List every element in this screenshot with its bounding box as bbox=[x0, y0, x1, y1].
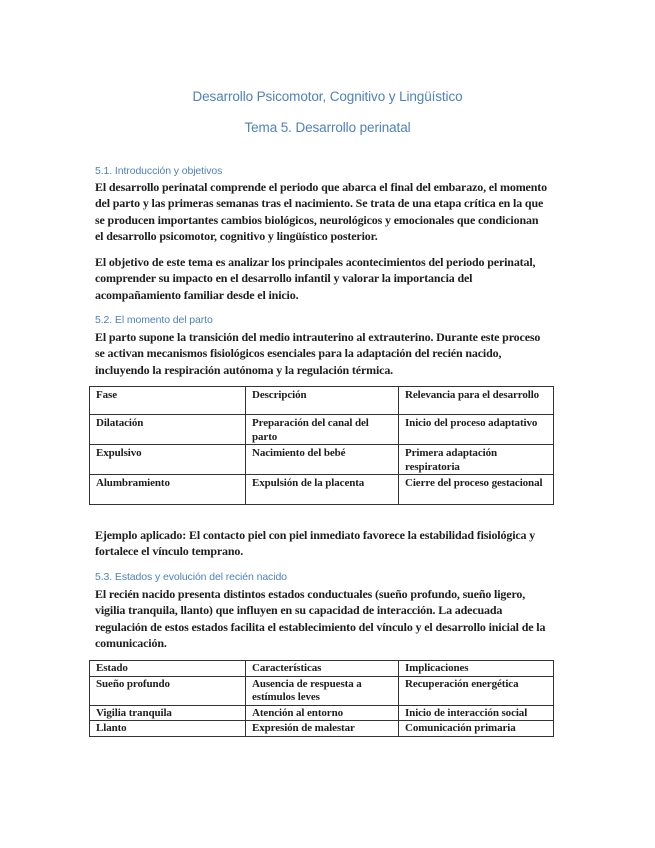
applied-example-paragraph bbox=[95, 527, 565, 560]
table-cell: Inicio de interacción social bbox=[399, 705, 554, 721]
table-cell: Primera adaptación respiratoria bbox=[399, 445, 554, 475]
text-line: se producen importantes cambios biológicos, neurológicos y emocionales que condicionan bbox=[95, 212, 539, 227]
text-line: El desarrollo perinatal comprende el periodo que abarca el final del embarazo, el momento bbox=[95, 180, 547, 194]
table-cell: Recuperación energética bbox=[399, 676, 554, 705]
table-header-cell: Características bbox=[246, 661, 399, 677]
table-row bbox=[90, 676, 554, 705]
text-line: El parto supone la transición del medio intrauterino al extrauterino. Durante este proceso bbox=[95, 330, 541, 344]
table-header-row bbox=[90, 661, 554, 677]
section-heading-5-2: 5.2. El momento del parto bbox=[95, 314, 213, 326]
section-5-1-paragraph-2 bbox=[95, 254, 565, 303]
table-row bbox=[90, 415, 554, 445]
table-cell: Ausencia de respuesta a estímulos leves bbox=[246, 676, 399, 705]
table-cell: Llanto bbox=[90, 721, 246, 737]
table-header-cell: Implicaciones bbox=[399, 661, 554, 677]
section-5-1-paragraph-1 bbox=[95, 179, 565, 244]
table-row bbox=[90, 445, 554, 475]
table-cell: Expulsivo bbox=[90, 445, 246, 475]
section-5-3-paragraph-1 bbox=[95, 586, 565, 651]
section-heading-5-1: 5.1. Introducción y objetivos bbox=[95, 165, 223, 177]
table-cell: Preparación del canal del parto bbox=[246, 415, 399, 445]
table-cell: Comunicación primaria bbox=[399, 721, 554, 737]
text-line: del parto y las primeras semanas tras el nacimiento. Se trata de una etapa crítica en la que bbox=[95, 196, 544, 211]
table-cell: Nacimiento del bebé bbox=[246, 445, 399, 475]
section-heading-5-3: 5.3. Estados y evolución del recién nacido bbox=[95, 571, 287, 583]
table-cell: Cierre del proceso gestacional bbox=[399, 475, 554, 505]
text-line: regulación de estos estados facilita el establecimiento del vínculo y el desarrollo inicial de la bbox=[95, 619, 546, 634]
text-line: fortalece el vínculo temprano. bbox=[95, 544, 244, 559]
table-row bbox=[90, 721, 554, 737]
table-header-cell: Descripción bbox=[246, 387, 399, 415]
table-cell: Alumbramiento bbox=[90, 475, 246, 505]
text-line: se activan mecanismos fisiológicos esenciales para la adaptación del recién nacido, bbox=[95, 346, 502, 361]
table-cell: Expresión de malestar bbox=[246, 721, 399, 737]
table-cell: Expulsión de la placenta bbox=[246, 475, 399, 505]
table-cell: Dilatación bbox=[90, 415, 246, 445]
table-header-cell: Estado bbox=[90, 661, 246, 677]
birth-phases-table bbox=[89, 386, 554, 505]
table-header-cell: Fase bbox=[90, 387, 246, 415]
table-cell: Vigilia tranquila bbox=[90, 705, 246, 721]
section-5-2-paragraph-1 bbox=[95, 329, 565, 378]
table-cell: Sueño profundo bbox=[90, 676, 246, 705]
table-header-cell: Relevancia para el desarrollo bbox=[399, 387, 554, 415]
text-line: comunicación. bbox=[95, 635, 167, 650]
newborn-states-table bbox=[89, 660, 554, 737]
text-line: acompañamiento familiar desde el inicio. bbox=[95, 287, 299, 302]
text-line: comprender su impacto en el desarrollo infantil y valorar la importancia del bbox=[95, 271, 473, 286]
text-line: el desarrollo psicomotor, cognitivo y lingüístico posterior. bbox=[95, 228, 378, 243]
text-line: El objetivo de este tema es analizar los principales acontecimientos del periodo perinatal, bbox=[95, 255, 536, 269]
table-cell: Atención al entorno bbox=[246, 705, 399, 721]
text-line: El recién nacido presenta distintos estados conductuales (sueño profundo, sueño ligero, bbox=[95, 587, 526, 601]
text-line: Ejemplo aplicado: El contacto piel con piel inmediato favorece la estabilidad fisiológica y bbox=[95, 528, 536, 542]
text-line: incluyendo la respiración autónoma y la regulación térmica. bbox=[95, 362, 394, 377]
document-subtitle: Tema 5. Desarrollo perinatal bbox=[244, 120, 411, 135]
text-line: vigilia tranquila, llanto) que influyen en su capacidad de interacción. La adecuada bbox=[95, 603, 503, 618]
table-row bbox=[90, 475, 554, 505]
table-cell: Inicio del proceso adaptativo bbox=[399, 415, 554, 445]
document-title: Desarrollo Psicomotor, Cognitivo y Lingüístico bbox=[192, 89, 463, 104]
table-header-row bbox=[90, 387, 554, 415]
table-row bbox=[90, 705, 554, 721]
